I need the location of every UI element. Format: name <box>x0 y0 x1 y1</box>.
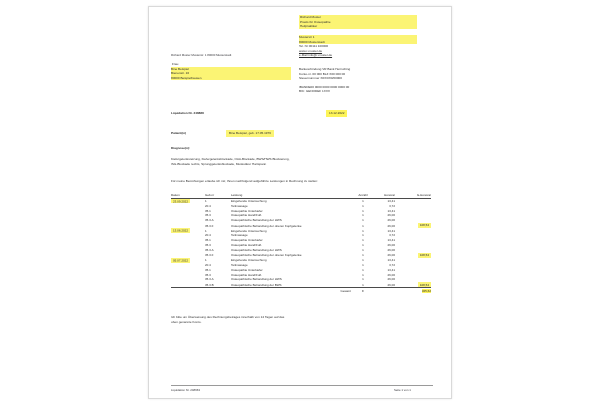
payment-instruction-line-1: Ich bitte um Überweisung des Rechnungsbetrages innerhalb von 14 Tagen auf das <box>171 315 285 319</box>
recipient-city: 80000 Beispielhausen <box>171 76 291 81</box>
bank-account-line: Konto-nr. 00 000 BLZ X00 000 00 <box>299 71 346 76</box>
cell-fee: 26,00 <box>387 247 395 252</box>
cell-fee: 13,41 <box>387 228 395 233</box>
cell-code: 35.3 <box>205 213 211 218</box>
cell-quantity: 1 <box>362 208 364 213</box>
cell-fee: 13,41 <box>387 199 395 204</box>
practice-role: Heilpraktiker <box>299 24 417 29</box>
total-spacer-2 <box>205 288 231 293</box>
cell-quantity: 1 <box>362 263 364 268</box>
cell-code: 35.1 <box>205 238 211 243</box>
cell-service: Osteopathische Behandlung der HWS <box>231 218 282 223</box>
cell-fee: 26,00 <box>387 223 395 228</box>
cell-code: 35.1 <box>205 267 211 272</box>
cell-quantity: 1 <box>362 213 364 218</box>
total-label: Gesamt <box>231 288 351 293</box>
cell-fee: 13,41 <box>387 238 395 243</box>
bank-bic-line: BIC: GENODEF 1XXX <box>299 89 330 94</box>
cell-fee: 3,72 <box>389 233 395 238</box>
cell-code: 35.3 <box>205 243 211 248</box>
total-amount-cell <box>401 288 431 293</box>
footer-page-indicator: Seite 1 von 1 <box>394 388 411 392</box>
cell-service: Osteopathie Unterkiefer <box>231 267 263 272</box>
cell-code: 1 <box>205 228 207 233</box>
cell-code: 20.4 <box>205 203 211 208</box>
cell-service: Eingehende Untersuchung <box>231 199 267 204</box>
services-table-body <box>171 198 431 288</box>
cell-service: Eingehende Untersuchung <box>231 258 267 263</box>
cell-code: 35.3.A <box>205 277 214 282</box>
cell-quantity: 1 <box>362 233 364 238</box>
sender-return-address <box>171 53 321 57</box>
diagnosis-label: Diagnose(n): <box>171 146 190 150</box>
col-header-date: Datum <box>171 193 180 198</box>
cell-code: 1 <box>205 199 207 204</box>
footer-invoice-number: Liquidation Nr. 248963 <box>171 388 200 392</box>
cell-code: 35.3.A <box>205 218 214 223</box>
cell-quantity: 1 <box>362 277 364 282</box>
total-spacer-1 <box>171 288 205 293</box>
cell-fee: 13,41 <box>387 208 395 213</box>
diagnosis-text <box>171 157 431 166</box>
contact-street: Musterstr 1 <box>299 35 417 40</box>
cell-service: Osteopathie Hand/Fuß <box>231 272 262 277</box>
cell-quantity: 1 <box>362 238 364 243</box>
payment-instruction <box>171 315 421 324</box>
cell-fee: 13,41 <box>387 258 395 263</box>
cell-code: 1 <box>205 258 207 263</box>
cell-service: Osteopathische Behandlung der HWS <box>231 247 282 252</box>
cell-date-value: 13.06.2022 <box>173 228 189 233</box>
cell-quantity: 1 <box>362 282 364 287</box>
cell-date-value: 23.09.2022 <box>173 199 189 204</box>
cell-code: 35.3.F <box>205 223 214 228</box>
footer-divider <box>171 385 433 386</box>
col-header-quantity: Anzahl <box>358 193 368 198</box>
scanned-invoice-page <box>148 6 452 399</box>
cell-fee: 26,00 <box>387 282 395 287</box>
cell-quantity: 1 <box>362 199 364 204</box>
col-header-fee: Honorar <box>384 193 395 198</box>
cell-code: 20.4 <box>205 233 211 238</box>
cell-group-fee-value: 108,54 <box>419 223 429 228</box>
col-header-service: Leistung <box>231 193 243 198</box>
cell-fee: 26,00 <box>387 218 395 223</box>
cell-service: Osteopathische Behandlung der BWS <box>231 282 282 287</box>
cell-quantity: 1 <box>362 247 364 252</box>
cell-fee: 3,72 <box>389 203 395 208</box>
col-header-code: Geb.nr <box>205 193 215 198</box>
cell-quantity: 1 <box>362 243 364 248</box>
cell-code: 35.3.B <box>205 282 214 287</box>
cell-service: Osteopathie Hand/Fuß <box>231 213 262 218</box>
invoice-date: 13.12.2022 <box>326 110 347 117</box>
cell-quantity: 1 <box>362 203 364 208</box>
diagnosis-line-1: Kiefergelenksreizung, Kiefergelenksblockade, OAA-Blockade, BWS/HWS Blockierung, <box>171 157 290 161</box>
sender-return-address-text: Richard Muster Musterstr. 1 80000 Musterstadt <box>171 53 232 57</box>
diagnosis-line-2: ISG-Blockade rechts, Sprunggelenksblockade, Muskulärer Hartspann <box>171 161 267 166</box>
cell-date-value: 05.07.2022 <box>173 258 189 263</box>
recipient-street: Bienenstr. 16 <box>171 71 291 76</box>
cell-group-fee-value: 108,54 <box>419 253 429 258</box>
cell-quantity: 1 <box>362 272 364 277</box>
cell-quantity: 1 <box>362 253 364 258</box>
recipient-name: Bine Beispiel <box>171 67 291 72</box>
cell-service: Osteopathische Behandlung der HWS <box>231 277 282 282</box>
cell-service: Teilmassage <box>231 203 248 208</box>
cell-quantity: 1 <box>362 218 364 223</box>
cell-fee: 3,72 <box>389 263 395 268</box>
tax-number-line: Steuernummer X0X/0X0/00000 <box>299 76 342 81</box>
patient-label: Patient(in) <box>171 131 187 135</box>
cell-fee: 13,41 <box>387 267 395 272</box>
cell-fee: 26,00 <box>387 213 395 218</box>
col-header-group-fee: G-Honorar <box>416 193 431 198</box>
cell-service: Osteopathische Behandlung der oberen Kopfgelenke <box>231 253 302 258</box>
cell-service: Eingehende Untersuchung <box>231 228 267 233</box>
cell-service: Teilmassage <box>231 263 248 268</box>
bank-details-block <box>299 67 429 94</box>
contact-city: 80000 Musterstadt <box>299 40 417 45</box>
cell-service: Teilmassage <box>231 233 248 238</box>
total-spacer-3 <box>375 288 401 293</box>
services-table-foot <box>171 288 431 293</box>
cell-fee: 26,00 <box>387 253 395 258</box>
cell-code: 35.3.F <box>205 253 214 258</box>
patient-value: Bine Beispiel, geb. 17.05.1976 <box>226 130 274 137</box>
cell-fee: 26,00 <box>387 243 395 248</box>
table-row <box>171 223 431 229</box>
invoice-intro-line: Für meine Bemühungen erlaube ich mir, Ihnen nachfolgend aufgeführte Leistungen in Rechnung zu stellen: <box>171 179 318 183</box>
bank-iban-line: IBANDE00 0000 0000 0000 0000 00 <box>299 84 350 89</box>
cell-group-fee-value: 108,54 <box>419 282 429 287</box>
cell-code: 35.3.A <box>205 247 214 252</box>
total-amount: 325,62 <box>421 288 431 293</box>
practice-subtitle: Praxis für Osteopathie <box>299 20 417 25</box>
cell-code: 35.1 <box>205 208 211 213</box>
cell-quantity: 1 <box>362 223 364 228</box>
payment-instruction-line-2: oben genannte Konto. <box>171 319 202 324</box>
cell-code: 35.3 <box>205 272 211 277</box>
recipient-address-block <box>171 62 291 80</box>
recipient-salutation: Frau <box>172 62 179 66</box>
contact-website[interactable]: www.r-muster.de <box>299 48 323 53</box>
cell-service: Osteopathische Behandlung der oberen Kopfgelenke <box>231 223 302 228</box>
total-currency: € <box>351 288 375 293</box>
bank-name-line: Bankverbindung VR Bank Herrsching <box>299 67 351 71</box>
cell-service: Osteopathie Unterkiefer <box>231 208 263 213</box>
practice-name: Richard Muster <box>299 15 417 20</box>
cell-quantity: 1 <box>362 258 364 263</box>
contact-phone: Tel. Nr 00111 100000 <box>299 44 329 49</box>
total-row <box>171 288 431 293</box>
practice-header-block <box>299 15 417 29</box>
invoice-intro-text <box>171 179 436 184</box>
services-table <box>171 193 431 293</box>
services-table-wrapper <box>171 193 431 293</box>
cell-service: Osteopathie Hand/Fuß <box>231 243 262 248</box>
contact-email[interactable]: e-Mail info@r-muster.de <box>299 53 333 58</box>
cell-quantity: 1 <box>362 267 364 272</box>
cell-service: Osteopathie Unterkiefer <box>231 238 263 243</box>
invoice-number-label: Liquidation Nr. 248888 <box>171 111 204 115</box>
table-row <box>171 252 431 258</box>
cell-code: 20.4 <box>205 263 211 268</box>
cell-fee: 26,00 <box>387 277 395 282</box>
cell-quantity: 1 <box>362 228 364 233</box>
cell-fee: 26,00 <box>387 272 395 277</box>
